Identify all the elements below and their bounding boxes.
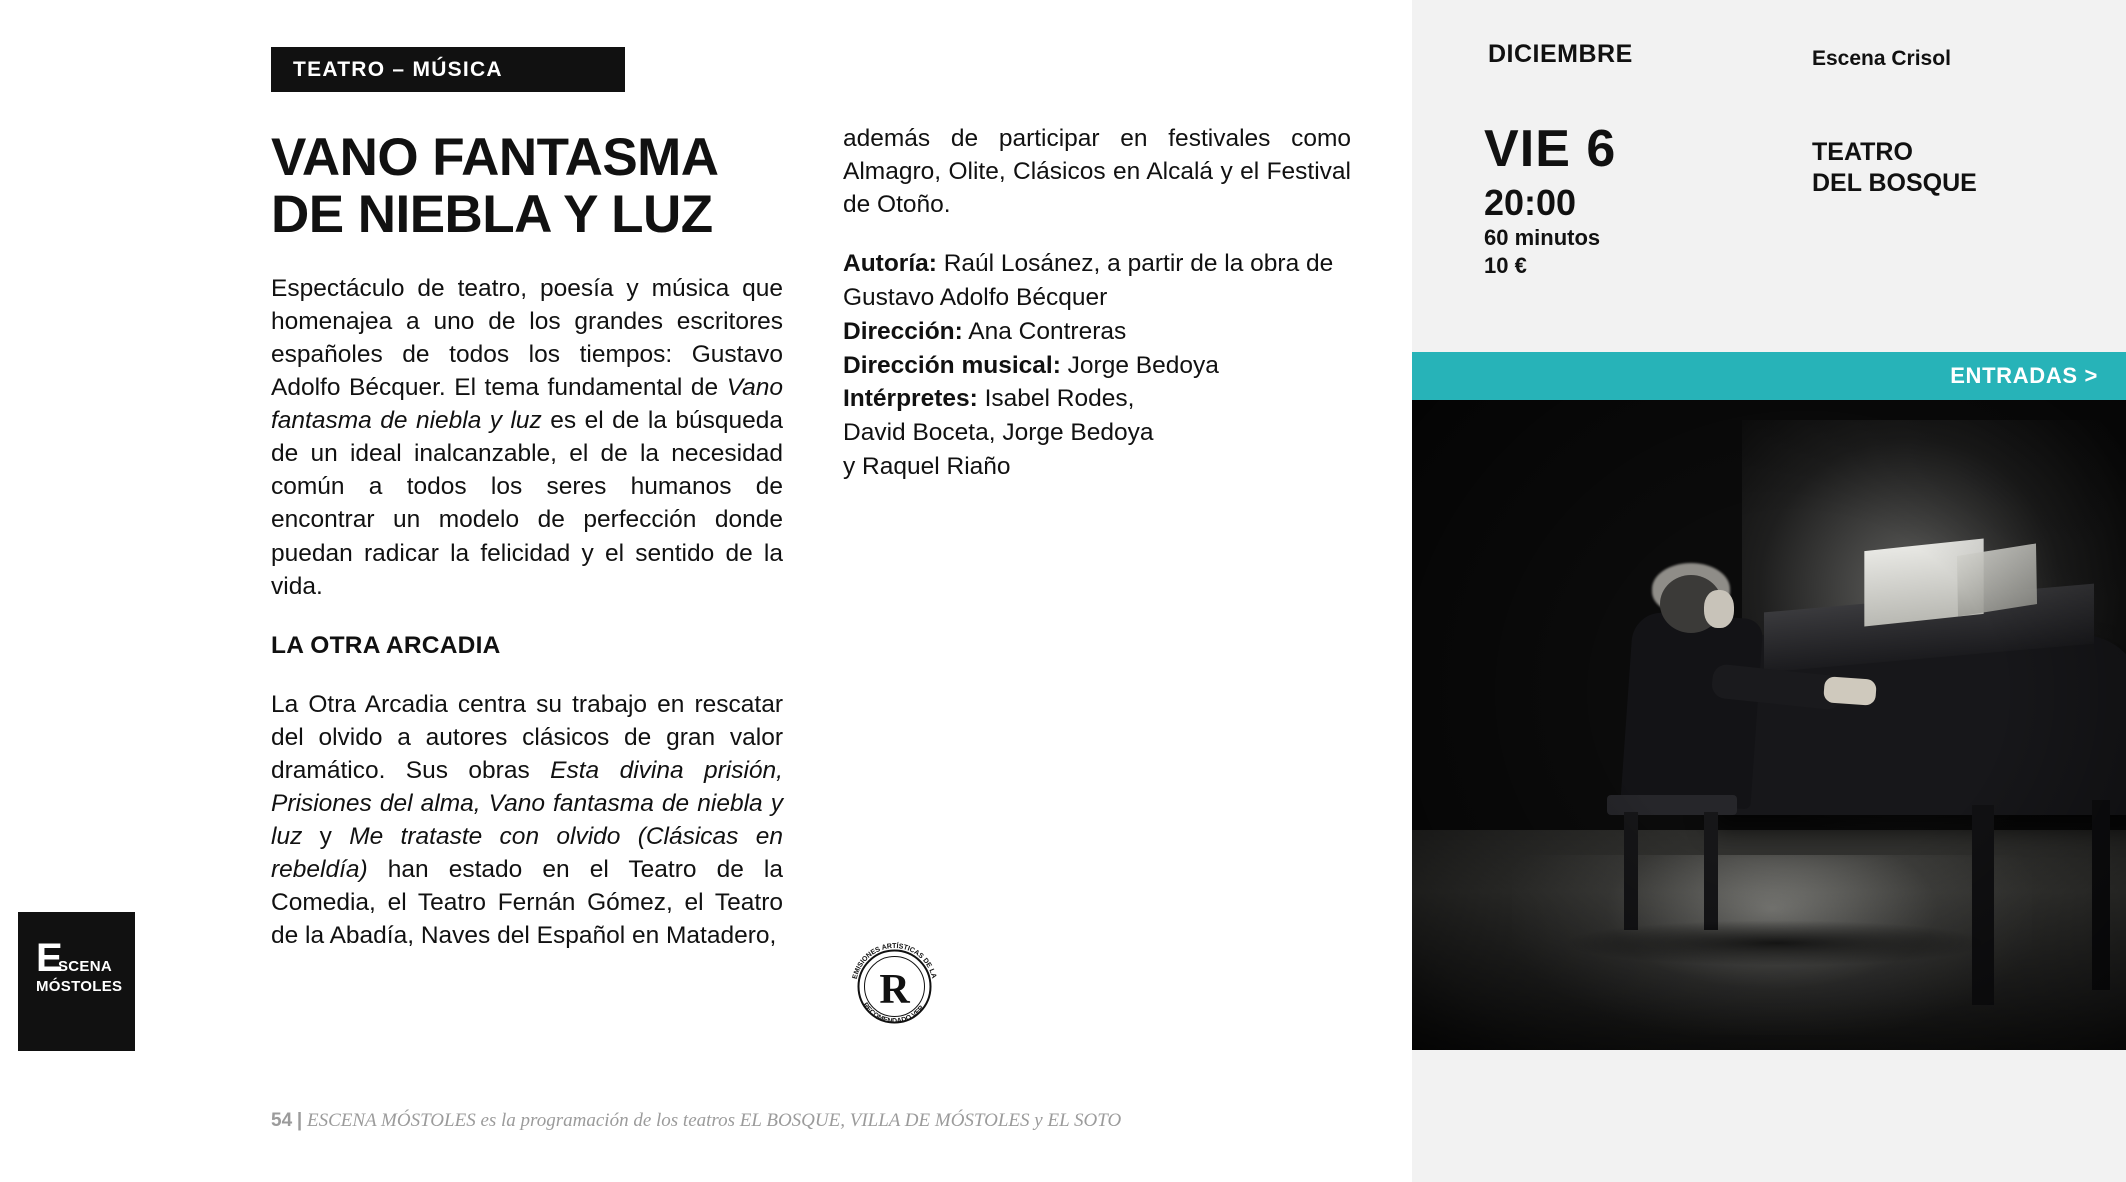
venue-line-1: TEATRO	[1812, 138, 1913, 166]
intro-paragraph	[271, 272, 783, 603]
company-paragraph	[271, 688, 783, 953]
category-tag: TEATRO – MÚSICA	[271, 47, 625, 92]
credit-label-direccion-musical: Dirección musical:	[843, 351, 1061, 379]
scene-label: Escena Crisol	[1812, 47, 1951, 70]
svg-text:R: R	[879, 967, 910, 1013]
credit-value-direccion-musical: Jorge Bedoya	[1060, 351, 1219, 379]
credit-label-interpretes: Intérpretes:	[843, 385, 978, 413]
svg-text:EMISIONES ARTÍSTICAS DE LA: EMISIONES ARTÍSTICAS DE LA	[851, 943, 938, 980]
page-title	[271, 130, 791, 243]
intro-part-1: Espectáculo de teatro, poesía y música que homenajea a uno de los grandes escritores españoles de todos los tiempos: Gustavo Adolfo Bécquer. El tema fundamental de	[271, 275, 783, 402]
page-footer	[271, 1110, 1371, 1132]
footer-page-number: 54	[271, 1110, 293, 1131]
credit-label-autoria: Autoría:	[843, 250, 937, 278]
tickets-button[interactable]	[1412, 352, 2126, 400]
venue-name	[1812, 137, 1977, 200]
event-time: 20:00	[1484, 182, 1577, 223]
photo-vignette	[1412, 400, 2126, 1050]
title-line-2: DE NIEBLA Y LUZ	[271, 184, 713, 244]
event-info-panel	[1412, 0, 2126, 1182]
company-italic-1: Esta divina prisión, Prisiones del alma, Vano fantasma de niebla y luz	[271, 756, 783, 850]
event-price: 10 €	[1484, 253, 1527, 278]
venue-line-2: DEL BOSQUE	[1812, 169, 1977, 198]
tickets-label: ENTRADAS >	[1950, 363, 2098, 388]
intro-part-2: es el de la búsqueda de un ideal inalcanzable, el de la necesidad común a todos los seres humanos de encontrar un modelo de perfección donde puedan radicar la felicidad y el sentido de la vida.	[271, 407, 783, 600]
credit-value-autoria: Raúl Losánez, a partir de la obra de Gustavo Adolfo Bécquer	[843, 250, 1334, 311]
company-italic-2: Me trataste con olvido (Clásicas en rebeldía)	[271, 822, 783, 883]
middle-text-column	[843, 122, 1351, 510]
cast-line-3: y Raquel Riaño	[843, 452, 1011, 480]
logo-initial: E	[36, 936, 63, 980]
logo-line-1: SCENA	[58, 958, 113, 975]
continuation-paragraph: además de participar en festivales como Almagro, Olite, Clásicos en Alcalá y el Festival de Otoño.	[843, 125, 1351, 219]
credit-label-direccion: Dirección:	[843, 317, 963, 345]
escena-mostoles-logo	[18, 912, 135, 1051]
left-text-column	[271, 272, 783, 978]
event-day: VIE 6	[1484, 120, 1617, 178]
credits-block	[843, 247, 1351, 484]
credit-value-direccion: Ana Contreras	[962, 317, 1127, 345]
intro-title-italic: Vano fantasma de niebla y luz	[271, 374, 783, 435]
logo-line-2: MÓSTOLES	[36, 978, 123, 995]
event-month: DICIEMBRE	[1488, 40, 1633, 68]
title-line-1: VANO FANTASMA	[271, 128, 719, 187]
footer-text: ESCENA MÓSTOLES es la programación de los teatros EL BOSQUE, VILLA DE MÓSTOLES y EL SOTO	[306, 1110, 1122, 1131]
company-part-2: y	[302, 822, 350, 850]
footer-separator: |	[296, 1110, 303, 1131]
company-part-1: La Otra Arcadia centra su trabajo en rescatar del olvido a autores clásicos de gran valor dramático. Sus obras	[271, 690, 783, 784]
credit-value-interpretes: Isabel Rodes,	[977, 385, 1135, 413]
section-subheading: LA OTRA ARCADIA	[271, 631, 501, 659]
company-part-3: han estado en el Teatro de la Comedia, el Teatro Fernán Gómez, el Teatro de la Abadía, Naves del Español en Matadero,	[271, 856, 783, 950]
event-photo	[1412, 400, 2126, 1050]
recommended-stamp-icon	[843, 935, 946, 1038]
cast-line-2: David Boceta, Jorge Bedoya	[843, 419, 1154, 447]
event-duration: 60 minutos	[1484, 225, 1601, 250]
svg-text:RECOMENDADO VER: RECOMENDADO VER	[861, 1001, 926, 1026]
